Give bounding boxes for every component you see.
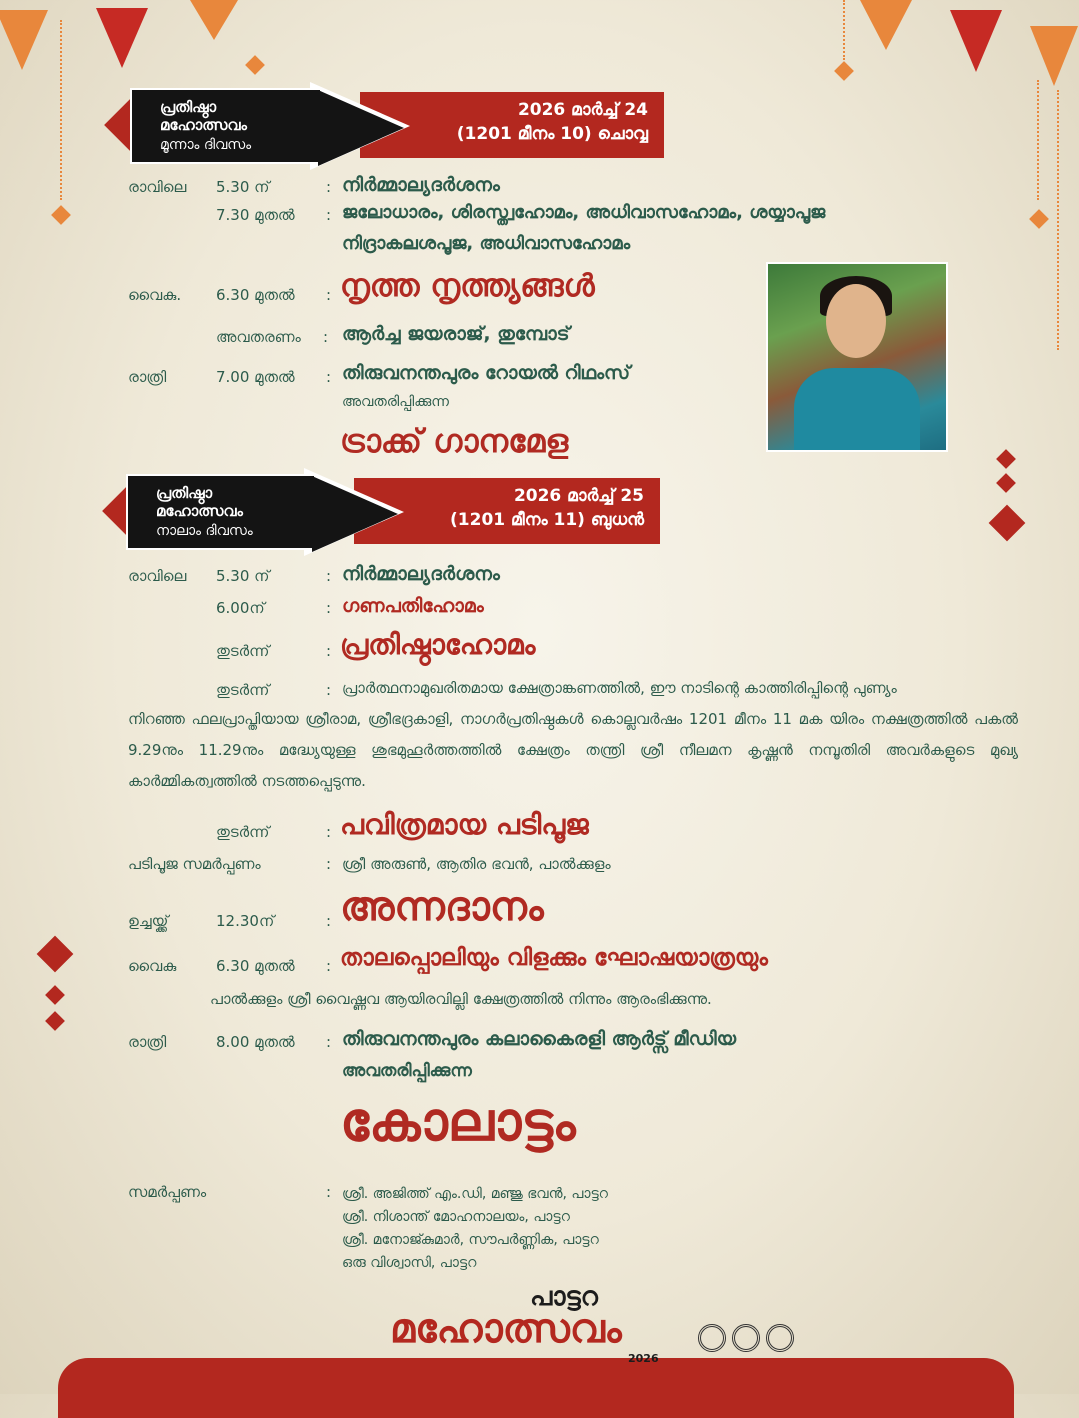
flag-icon: [860, 0, 912, 50]
festival-logo: [390, 1282, 810, 1372]
logo-year: 2026: [628, 1352, 659, 1365]
sponsor-item: ശ്രീ. അജിത്ത് എം.ഡി, മഞ്ജു ഭവൻ, പാട്ടറ: [342, 1186, 608, 1202]
schedule-value: നിർമ്മാല്യദർശനം: [342, 174, 500, 196]
schedule-time: 6.00ന്: [216, 599, 265, 617]
day4-banner: [98, 468, 668, 560]
sponsor-item: ഒരു വിശ്വാസി, പാട്ടറ: [342, 1255, 477, 1271]
schedule-label: പടിപൂജ സമർപ്പണം: [128, 855, 261, 873]
schedule-value: ആർച്ച ജയരാജ്, തുമ്പോട്: [342, 323, 570, 345]
diamond-icon: [245, 55, 265, 75]
schedule-time: 7.30 മുതൽ: [216, 206, 295, 224]
diamond-icon: [1029, 209, 1049, 229]
logo-main: മഹോത്സവം: [390, 1306, 622, 1352]
schedule-time: അവതരണം: [216, 328, 301, 346]
schedule-label: വൈകു: [128, 957, 177, 975]
schedule-time: തുടർന്ന്: [216, 681, 270, 699]
schedule-label: രാത്രി: [128, 368, 167, 386]
schedule-subtext: അവതരിപ്പിക്കുന്ന: [342, 1061, 472, 1081]
schedule-label: രാവിലെ: [128, 567, 187, 585]
flag-icon: [950, 10, 1002, 72]
diamond-icon: [51, 205, 71, 225]
diamond-icon: [37, 936, 74, 973]
schedule-time: 5.30 ന്: [216, 567, 270, 585]
schedule-time: തുടർന്ന്: [216, 823, 270, 841]
schedule-time: 7.00 മുതൽ: [216, 368, 295, 386]
schedule-time: തുടർന്ന്: [216, 642, 270, 660]
flag-icon: [96, 8, 148, 68]
flag-icon: [190, 0, 238, 40]
bunting-left: [0, 0, 270, 90]
highlight-event: നൃത്ത നൃത്ത്യങ്ങൾ: [340, 268, 595, 304]
sponsor-item: ശ്രീ. മനോജ്കുമാർ, സൗപർണ്ണിക, പാട്ടറ: [342, 1232, 599, 1248]
schedule-time: 6.30 മുതൽ: [216, 957, 295, 975]
event-date-malayalam: (1201 മീനം 11) ബുധൻ: [450, 510, 644, 530]
schedule-time: 8.00 മുതൽ: [216, 1033, 295, 1051]
highlight-event: ട്രാക്ക് ഗാനമേള: [340, 422, 569, 460]
schedule-label: രാവിലെ: [128, 178, 187, 196]
schedule-time: 12.30ന്: [216, 912, 275, 930]
highlight-event: പ്രതിഷ്ഠാഹോമം: [340, 628, 536, 661]
sponsor-item: ശ്രീ. നിശാന്ത് മോഹനാലയം, പാട്ടറ: [342, 1209, 570, 1225]
logo-top: പാട്ടറ: [530, 1282, 598, 1312]
schedule-value: ശ്രീ അരുൺ, ആതിര ഭവൻ, പാൽക്കുളം: [342, 855, 611, 873]
flag-icon: [0, 10, 48, 70]
schedule-label: വൈകു.: [128, 286, 182, 304]
highlight-event: കോലാട്ടം: [340, 1090, 576, 1153]
schedule-label: രാത്രി: [128, 1033, 167, 1051]
diamond-icon: [989, 505, 1026, 542]
banner-day: നാലാം ദിവസം: [156, 523, 253, 539]
day3-banner: [100, 82, 670, 174]
title-banner: [126, 474, 314, 550]
schedule-label: ഉച്ചയ്ക്ക്: [128, 912, 169, 930]
flag-icon: [1030, 26, 1078, 86]
schedule-value: ജലോധാരം, ശിരസ്ത്വഹോമം, അധിവാസഹോമം, ശയ്യാപൂജ: [342, 202, 826, 223]
event-date: 2026 മാർച്ച് 24: [517, 100, 648, 120]
performer-photo: [766, 262, 948, 452]
schedule-subtext: പാൽക്കുളം ശ്രീ വൈഷ്ണവ ആയിരവില്ലി ക്ഷേത്രത്തിൽ നിന്നും ആരംഭിക്കുന്നു.: [210, 990, 712, 1008]
ornament-circle-icon: [698, 1324, 726, 1352]
paragraph-first-line: പ്രാർത്ഥനാമുഖരിതമായ ക്ഷേത്രാങ്കണത്തിൽ, ഈ നാടിന്റെ കാത്തിരിപ്പിന്റെ പുണ്യം: [342, 679, 897, 697]
sponsor-list: [342, 1183, 608, 1275]
highlight-event: അന്നദാനം: [340, 884, 544, 930]
schedule-subtext: അവതരിപ്പിക്കുന്ന: [342, 394, 449, 410]
hanging-ornament: [60, 20, 64, 200]
banner-title-1: പ്രതിഷ്ഠാ: [156, 484, 213, 502]
schedule-time: 6.30 മുതൽ: [216, 286, 295, 304]
ornament-circle-icon: [732, 1324, 760, 1352]
schedule-value: നിർമ്മാല്യദർശനം: [342, 563, 500, 585]
ornament-circle-icon: [766, 1324, 794, 1352]
bunting-right: [830, 0, 1079, 90]
banner-title-2: മഹോത്സവം: [160, 116, 247, 134]
hanging-ornament: [843, 0, 847, 60]
diamond-icon: [45, 1011, 65, 1031]
schedule-time: 5.30 ന്: [216, 178, 270, 196]
schedule-label: സമർപ്പണം: [128, 1183, 207, 1201]
title-banner: [130, 88, 320, 164]
hanging-ornament: [1037, 80, 1041, 200]
paragraph: നിറഞ്ഞ ഫലപ്രാപ്തിയായ ശ്രീരാമ, ശ്രീഭദ്രകാളി, നാഗർപ്രതിഷ്ഠകൾ കൊല്ലവർഷം 1201 മീനം 11 മക യിരം നക്ഷത്രത്തിൽ പകൽ 9.29നും 11.29നും മദ്ധ്യേയുള്ള ശുഭമുഹൂർത്തത്തിൽ ക്ഷേത്രം തന്ത്രി ശ്രീ നീലമന കൃഷ്ണൻ നമ്പൂതിരി അവർകളുടെ മുഖ്യ കാർമ്മികത്വത്തിൽ നടത്തപ്പെടുന്നു.: [128, 710, 1018, 790]
diamond-icon: [45, 985, 65, 1005]
schedule-value-cont: നിദ്രാകലശപൂജ, അധിവാസഹോമം: [342, 233, 631, 254]
schedule-value: ഗണപതിഹോമം: [342, 595, 484, 617]
schedule-value: തിരുവനന്തപുരം കലാകൈരളി ആർട്സ് മീഡിയ: [342, 1028, 736, 1050]
event-date: 2026 മാർച്ച് 25: [513, 486, 644, 506]
banner-title-1: പ്രതിഷ്ഠാ: [160, 98, 217, 116]
highlight-event: പവിത്രമായ പടിപൂജ: [340, 808, 589, 841]
hanging-ornament: [1057, 90, 1061, 350]
schedule-value: തിരുവനന്തപുരം റോയൽ റിഥംസ്: [342, 362, 631, 384]
highlight-event: താലപ്പൊലിയും വിളക്കും ഘോഷയാത്രയും: [340, 945, 768, 971]
diamond-icon: [996, 449, 1016, 469]
diamond-icon: [996, 473, 1016, 493]
banner-day: മൂന്നാം ദിവസം: [160, 137, 252, 153]
banner-title-2: മഹോത്സവം: [156, 502, 243, 520]
event-date-malayalam: (1201 മീനം 10) ചൊവ്വ: [456, 124, 648, 144]
